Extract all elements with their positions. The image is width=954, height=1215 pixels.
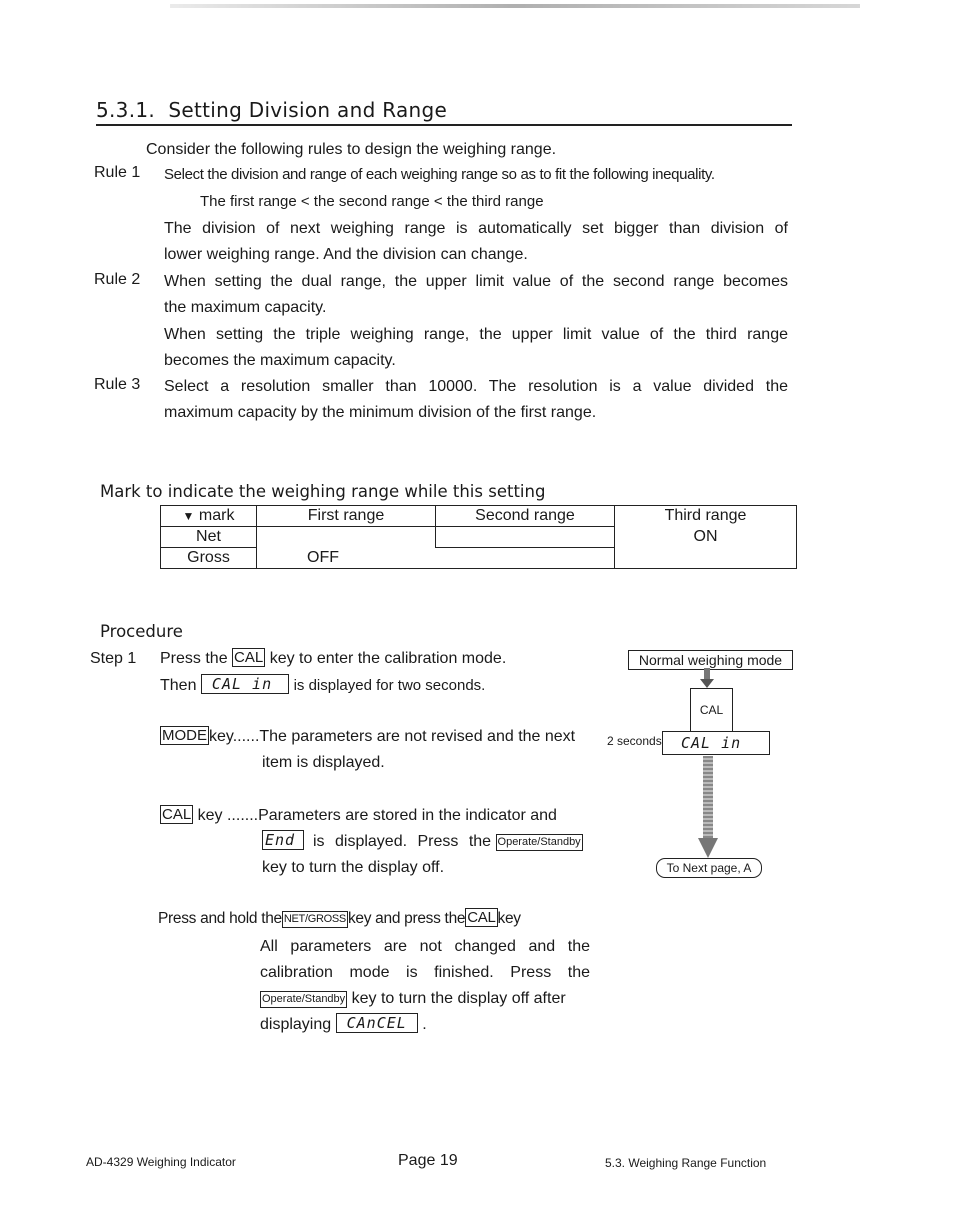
rule-3-label: Rule 3 — [94, 376, 141, 393]
rule-1-line-2: The first range < the second range < the third range — [200, 193, 544, 210]
step-1-label: Step 1 — [90, 650, 137, 667]
hold-line-4 — [260, 986, 566, 1012]
rule-3-line-2: maximum capacity by the minimum division of the first range. — [164, 404, 597, 421]
cal-key-line-1 — [160, 803, 557, 829]
rule-2-line-2: the maximum capacity. — [164, 299, 327, 316]
step-1-line-2 — [160, 673, 485, 699]
table-header-row — [161, 506, 797, 527]
down-triangle-icon: ▼ — [182, 509, 195, 523]
hold-text-period: . — [422, 1016, 427, 1033]
intro-text: Consider the following rules to design the weighing range. — [146, 141, 557, 158]
operate-standby-key: Operate/Standby — [496, 834, 583, 851]
rule-1-line-1: Select the division and range of each weighing range so as to fit the following inequality. — [164, 166, 715, 183]
hold-text-b: key and press the — [347, 910, 466, 927]
header-mark-label: mark — [198, 507, 235, 524]
table-row-gross — [161, 548, 797, 569]
cancel-display: CAnCEL — [336, 1013, 418, 1033]
cal-key-2: CAL — [162, 806, 192, 823]
rule-1-label: Rule 1 — [94, 164, 141, 181]
hold-text-4: displaying — [260, 1016, 332, 1033]
cal-key: CAL — [234, 649, 264, 666]
cal-key-text-1: key .......Parameters are stored in the indicator and — [197, 807, 557, 824]
mode-key: MODE — [162, 727, 207, 744]
step-1-text-b: key to enter the calibration mode. — [269, 650, 507, 667]
section-heading — [96, 98, 792, 126]
normal-weighing-mode-box: Normal weighing mode — [628, 650, 793, 670]
footer-section: 5.3. Weighing Range Function — [605, 1156, 767, 1170]
header-third-range: Third range — [615, 506, 797, 527]
rule-3-line-1: Select a resolution smaller than 10000. The resolution is a value divided the — [164, 378, 788, 395]
section-title: Setting Division and Range — [168, 98, 448, 122]
cal-in-flow-display: CAL in — [662, 731, 770, 755]
row-gross-third — [615, 548, 797, 569]
mode-key-line-2: item is displayed. — [262, 754, 385, 771]
step-1-then: Then — [160, 677, 197, 694]
cal-flow-box: CAL — [690, 688, 733, 732]
hold-text-c: key — [497, 910, 521, 927]
hold-line-3: calibration mode is finished. Press the — [260, 964, 590, 981]
operate-standby-key-2: Operate/Standby — [260, 991, 347, 1008]
rule-1-line-3: The division of next weighing range is automatically set bigger than division of — [164, 220, 788, 237]
rule-2-line-3: When setting the triple weighing range, the upper limit value of the third range — [164, 326, 788, 343]
hold-text-a: Press and hold the — [158, 910, 282, 927]
cal-key-text-2: is displayed. Press the — [312, 833, 492, 850]
row-gross-first — [257, 548, 615, 569]
two-seconds-label: 2 seconds — [607, 734, 662, 748]
rule-1-line-4: lower weighing range. And the division can change. — [164, 246, 528, 263]
footer-model: AD-4329 Weighing Indicator — [86, 1155, 236, 1169]
row-net-second — [436, 527, 615, 548]
header-mark — [161, 506, 257, 527]
section-number: 5.3.1. — [96, 98, 156, 122]
scan-edge-line — [170, 4, 860, 8]
mode-key-text-1: key......The parameters are not revised and the next — [209, 728, 576, 745]
header-first-range: First range — [257, 506, 436, 527]
cal-key-3: CAL — [467, 909, 496, 926]
weighing-range-mark-table — [160, 505, 797, 569]
hold-line-2: All parameters are not changed and the — [260, 938, 590, 955]
rule-2-label: Rule 2 — [94, 271, 141, 288]
flow-arrow-shaft — [703, 756, 713, 840]
header-second-range: Second range — [436, 506, 615, 527]
to-next-page-link: To Next page, A — [656, 858, 762, 878]
rule-2-line-4: becomes the maximum capacity. — [164, 352, 396, 369]
step-1-text-c: is displayed for two seconds. — [293, 677, 486, 694]
step-1-text-a: Press the — [160, 650, 228, 667]
down-arrow-icon — [700, 668, 714, 688]
row-gross-label: Gross — [161, 548, 257, 569]
row-gross-first-value: OFF — [307, 549, 339, 566]
table-row-net — [161, 527, 797, 548]
footer-page-number: Page 19 — [398, 1152, 458, 1169]
row-net-label: Net — [161, 527, 257, 548]
cal-key-line-3: key to turn the display off. — [262, 859, 445, 876]
procedure-title: Procedure — [100, 622, 183, 641]
mark-table-title: Mark to indicate the weighing range while this setting — [100, 482, 546, 501]
row-net-first — [257, 527, 436, 548]
hold-line-5 — [260, 1012, 427, 1038]
down-arrow-head-icon — [698, 838, 718, 858]
cal-key-line-2 — [262, 829, 592, 855]
rule-2-line-1: When setting the dual range, the upper limit value of the second range becomes — [164, 273, 788, 290]
net-gross-key: NET/GROSS — [282, 911, 348, 928]
end-display: End — [262, 830, 304, 850]
cal-in-display: CAL in — [201, 674, 289, 694]
row-net-third: ON — [615, 527, 797, 548]
mode-key-line-1 — [160, 724, 575, 750]
hold-line-1 — [158, 906, 521, 932]
hold-text-3: key to turn the display off after — [351, 990, 566, 1007]
step-1-line-1 — [160, 646, 506, 672]
